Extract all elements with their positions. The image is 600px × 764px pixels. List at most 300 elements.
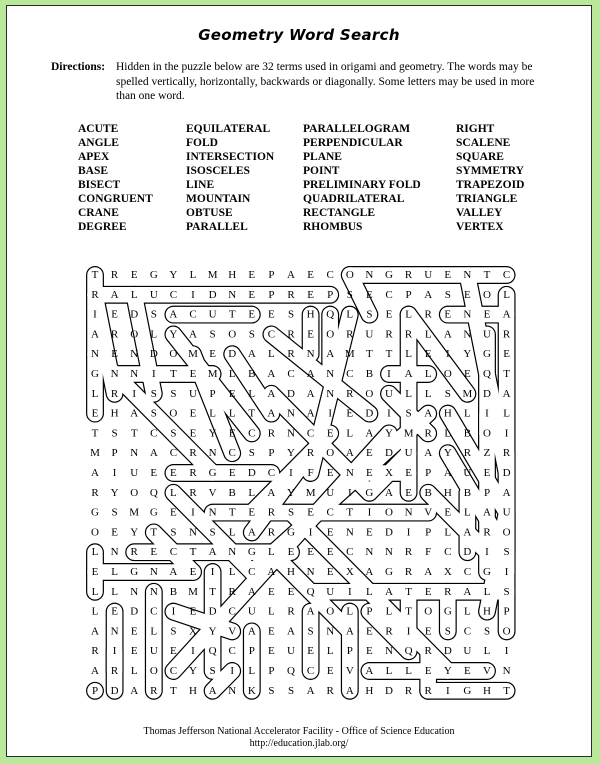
grid-letter: I [210, 566, 215, 578]
grid-letter: R [385, 625, 393, 638]
grid-letter: P [327, 288, 334, 301]
grid-letter: G [287, 526, 295, 539]
grid-letter: A [424, 566, 433, 578]
grid-letter: E [130, 625, 138, 638]
grid-letter: E [385, 308, 393, 321]
grid-letter: N [287, 427, 295, 440]
grid-letter: S [366, 308, 373, 321]
grid-letter: Y [110, 486, 119, 499]
grid-letter: S [150, 308, 157, 321]
grid-letter: N [306, 566, 315, 578]
grid-letter: L [464, 506, 471, 519]
grid-letter: C [267, 328, 276, 341]
grid-letter: X [345, 566, 354, 578]
grid-letter: P [405, 288, 412, 301]
grid-letter: I [485, 546, 489, 559]
grid-letter: I [151, 368, 156, 380]
grid-letter: T [385, 348, 393, 361]
grid-letter: O [502, 625, 511, 638]
grid-letter: E [346, 407, 354, 420]
grid-letter: O [483, 427, 491, 440]
word-list-item: PARALLEL [186, 221, 248, 233]
grid-letter: L [268, 348, 275, 361]
word-list-item: TRAPEZOID [456, 179, 525, 191]
word-list-item: PRELIMINARY FOLD [303, 179, 421, 191]
grid-letter: E [228, 387, 236, 400]
grid-letter: V [483, 665, 491, 677]
grid-letter: S [150, 407, 157, 420]
grid-letter: I [406, 625, 411, 638]
grid-letter: X [189, 625, 197, 638]
grid-letter: L [91, 387, 99, 400]
grid-letter: E [405, 486, 412, 499]
grid-letter: O [326, 328, 335, 341]
grid-letter: E [268, 645, 275, 658]
grid-letter: B [365, 368, 374, 380]
grid-letter: S [170, 526, 177, 539]
grid-letter: I [132, 387, 137, 400]
word-list-item: APEX [78, 151, 110, 163]
grid-letter: I [171, 605, 176, 618]
word-list-item: LINE [186, 179, 215, 191]
grid-letter: E [111, 308, 118, 321]
grid-letter: G [385, 566, 393, 578]
grid-letter: I [328, 407, 333, 420]
grid-letter: A [463, 585, 472, 598]
grid-letter: N [228, 546, 237, 559]
grid-letter: U [149, 645, 158, 658]
grid-letter: N [130, 447, 139, 460]
grid-letter: M [90, 447, 100, 460]
grid-letter: C [287, 368, 295, 380]
grid-letter: A [247, 585, 256, 598]
grid-letter: C [267, 467, 276, 479]
grid-letter: A [287, 625, 295, 638]
grid-letter: E [326, 467, 334, 479]
grid-letter: S [248, 447, 255, 460]
grid-letter: T [91, 427, 99, 440]
grid-letter: R [91, 645, 99, 658]
grid-letter: L [424, 368, 432, 380]
grid-letter: E [307, 506, 314, 519]
grid-letter: R [189, 447, 197, 460]
footer-url: http://education.jlab.org/ [249, 738, 349, 749]
grid-letter: D [385, 684, 393, 697]
grid-letter: L [385, 605, 393, 618]
grid-letter: C [150, 427, 158, 440]
grid-letter: E [91, 407, 99, 420]
grid-letter: G [385, 269, 393, 281]
grid-letter: E [287, 546, 295, 559]
grid-letter: E [150, 546, 158, 559]
grid-letter: D [228, 348, 237, 361]
grid-letter: S [503, 546, 510, 559]
grid-letter: R [385, 328, 393, 341]
grid-letter: S [170, 625, 177, 638]
grid-letter: D [385, 447, 393, 460]
grid-letter: Y [208, 625, 217, 638]
grid-letter: L [91, 605, 99, 618]
grid-letter: A [169, 308, 178, 321]
grid-letter: I [387, 368, 391, 380]
grid-letter: I [191, 288, 195, 301]
grid-letter: E [424, 625, 432, 638]
grid-letter: M [305, 486, 316, 499]
word-list-item: ACUTE [78, 123, 119, 135]
grid-letter: R [287, 328, 295, 341]
grid-letter: O [365, 387, 374, 400]
grid-letter: N [149, 585, 158, 598]
grid-letter: R [267, 506, 276, 519]
word-list-item: TRIANGLE [456, 193, 518, 205]
grid-letter: R [444, 585, 452, 598]
grid-letter: O [326, 447, 335, 460]
grid-letter: C [306, 427, 315, 440]
grid-letter: X [443, 566, 452, 578]
grid-letter: C [169, 546, 178, 559]
grid-letter: Q [326, 308, 335, 321]
grid-letter: G [365, 486, 374, 499]
grid-letter: R [463, 447, 472, 460]
grid-letter: I [112, 645, 117, 658]
grid-letter: N [110, 625, 119, 638]
grid-letter: R [404, 546, 413, 559]
grid-letter: N [130, 368, 139, 380]
grid-letter: G [130, 566, 139, 578]
grid-letter: C [189, 308, 197, 321]
grid-letter: S [287, 506, 295, 519]
word-list-item: ISOSCELES [186, 165, 250, 177]
grid-letter: H [228, 269, 237, 281]
grid-letter: C [502, 269, 511, 281]
grid-letter: E [111, 605, 118, 618]
grid-letter: I [387, 407, 391, 420]
grid-letter: D [483, 387, 491, 400]
grid-letter: R [326, 684, 334, 697]
grid-letter: A [345, 684, 354, 697]
grid-letter: I [504, 645, 509, 658]
grid-letter: E [111, 526, 118, 539]
grid-letter: H [287, 566, 295, 578]
grid-letter: U [463, 467, 472, 479]
grid-letter: N [365, 546, 374, 559]
grid-letter: E [366, 447, 373, 460]
grid-letter: P [483, 486, 491, 499]
grid-letter: Q [483, 368, 491, 380]
directions-label: Directions: [51, 61, 106, 73]
grid-letter: R [228, 585, 236, 598]
grid-letter: E [287, 585, 295, 598]
grid-letter: Y [189, 665, 197, 677]
grid-letter: M [207, 368, 218, 380]
grid-letter: C [326, 506, 334, 519]
grid-letter: R [110, 665, 119, 677]
grid-letter: M [403, 427, 414, 440]
grid-letter: T [209, 585, 216, 598]
grid-letter: N [326, 387, 335, 400]
grid-letter: U [463, 645, 472, 658]
grid-letter: N [110, 368, 119, 380]
grid-letter: E [424, 348, 432, 361]
grid-letter: Y [443, 447, 452, 460]
grid-letter: E [444, 506, 452, 519]
grid-letter: S [287, 684, 295, 697]
grid-letter: E [268, 308, 275, 321]
grid-letter: A [130, 407, 139, 420]
grid-letter: L [366, 585, 373, 598]
grid-letter: L [228, 526, 236, 539]
grid-letter: C [248, 566, 256, 578]
grid-letter: C [228, 447, 236, 460]
grid-letter: T [405, 585, 412, 598]
grid-letter: O [443, 368, 452, 380]
grid-letter: N [463, 269, 472, 281]
grid-letter: L [405, 348, 412, 361]
grid-letter: H [443, 407, 452, 420]
grid-letter: L [503, 407, 510, 420]
grid-letter: L [189, 269, 197, 281]
word-list-item: VERTEX [456, 221, 504, 233]
grid-letter: T [170, 684, 177, 697]
grid-letter: E [405, 467, 412, 479]
grid-letter: A [267, 486, 276, 499]
word-list-item: BASE [78, 165, 109, 177]
grid-letter: L [444, 526, 452, 539]
grid-letter: U [385, 387, 393, 400]
grid-letter: R [287, 348, 295, 361]
grid-letter: S [405, 407, 412, 420]
grid-letter: E [366, 526, 373, 539]
grid-letter: A [91, 328, 99, 341]
word-list-item: BISECT [78, 179, 121, 191]
grid-letter: L [385, 665, 393, 677]
grid-letter: D [502, 467, 511, 479]
word-list-item: QUADRILATERAL [303, 193, 405, 205]
grid-letter: R [287, 288, 295, 301]
grid-letter: E [326, 566, 334, 578]
grid-letter: R [110, 387, 119, 400]
grid-letter: A [365, 665, 374, 677]
grid-letter: A [130, 684, 139, 697]
grid-letter: E [189, 407, 197, 420]
grid-letter: D [287, 387, 295, 400]
grid-letter: A [424, 407, 433, 420]
grid-letter: P [268, 269, 275, 281]
grid-letter: B [248, 368, 256, 380]
grid-letter: B [463, 427, 472, 440]
grid-letter: E [189, 566, 197, 578]
grid-letter: U [149, 288, 158, 301]
grid-letter: E [483, 308, 491, 321]
grid-letter: T [366, 348, 373, 361]
grid-letter: A [247, 348, 256, 361]
grid-letter: Q [149, 486, 158, 499]
grid-letter: K [247, 684, 256, 697]
grid-letter: E [366, 467, 373, 479]
word-list-item: FOLD [186, 137, 218, 149]
grid-letter: L [248, 665, 256, 677]
grid-letter: A [443, 467, 452, 479]
grid-letter: R [91, 486, 99, 499]
word-list-item: OBTUSE [186, 207, 233, 219]
grid-letter: R [424, 308, 432, 321]
grid-letter: G [91, 506, 99, 519]
grid-letter: L [268, 546, 275, 559]
grid-letter: R [502, 447, 511, 460]
grid-letter: L [91, 546, 99, 559]
grid-letter: A [149, 447, 158, 460]
grid-letter: E [170, 467, 177, 479]
grid-letter: L [91, 585, 99, 598]
grid-letter: T [483, 269, 491, 281]
grid-letter: R [189, 467, 197, 479]
grid-letter: G [443, 605, 452, 618]
grid-letter: T [228, 506, 236, 519]
word-list-item: CRANE [78, 207, 119, 219]
grid-letter: U [483, 328, 491, 341]
grid-letter: H [189, 684, 197, 697]
directions-text: Hidden in the puzzle below are 32 terms used in origami and geometry. The words may be spelled vertically, horizontally, backwards or diagonally. Some letters may be used in more than one word. [116, 61, 535, 102]
grid-letter: Q [208, 645, 217, 658]
page-title: Geometry Word Search [198, 26, 400, 44]
grid-letter: E [366, 645, 373, 658]
grid-letter: I [485, 407, 489, 420]
grid-letter: E [464, 288, 471, 301]
grid-letter: V [345, 665, 354, 677]
grid-letter: I [308, 526, 313, 539]
grid-letter: Q [404, 645, 413, 658]
grid-letter: Q [287, 665, 295, 677]
grid-letter: Y [443, 665, 452, 677]
grid-letter: E [150, 467, 158, 479]
word-list-item: POINT [303, 165, 340, 177]
grid-letter: A [306, 605, 315, 618]
grid-letter: N [345, 467, 354, 479]
grid-letter: E [366, 625, 373, 638]
grid-letter: S [444, 625, 451, 638]
grid-letter: L [228, 407, 236, 420]
grid-letter: N [130, 348, 139, 361]
grid-letter: I [191, 506, 195, 519]
grid-letter: U [404, 447, 413, 460]
grid-letter: N [130, 585, 139, 598]
grid-letter: O [149, 665, 158, 677]
grid-letter: A [247, 625, 256, 638]
grid-letter: S [170, 387, 177, 400]
grid-letter: B [424, 486, 432, 499]
grid-letter: L [228, 368, 236, 380]
grid-letter: E [170, 506, 177, 519]
grid-letter: A [443, 328, 452, 341]
grid-letter: E [170, 645, 177, 658]
grid-letter: T [503, 684, 510, 697]
grid-letter: E [228, 467, 236, 479]
grid-letter: A [306, 684, 315, 697]
word-list-item: VALLEY [456, 207, 503, 219]
grid-letter: N [228, 288, 237, 301]
grid-letter: N [385, 645, 393, 658]
grid-letter: H [443, 486, 452, 499]
grid-letter: E [326, 665, 334, 677]
grid-letter: A [385, 585, 393, 598]
grid-letter: E [483, 467, 491, 479]
grid-letter: O [169, 348, 178, 361]
grid-letter: H [110, 407, 119, 420]
grid-letter: C [169, 665, 178, 677]
grid-letter: I [504, 427, 509, 440]
grid-letter: N [326, 368, 335, 380]
grid-letter: L [346, 427, 354, 440]
grid-letter: A [267, 387, 276, 400]
grid-letter: C [463, 566, 472, 578]
grid-letter: V [208, 486, 217, 499]
grid-letter: S [209, 526, 216, 539]
grid-letter: L [111, 566, 118, 578]
grid-letter: G [149, 506, 158, 519]
grid-letter: E [228, 427, 236, 440]
grid-letter: P [91, 684, 99, 697]
grid-letter: B [463, 486, 472, 499]
grid-letter: P [425, 526, 432, 539]
grid-letter: P [366, 605, 373, 618]
grid-letter: E [503, 348, 510, 361]
grid-letter: T [405, 605, 412, 618]
grid-letter: N [385, 546, 393, 559]
word-list-item: RECTANGLE [303, 207, 375, 219]
grid-letter: S [444, 288, 451, 301]
grid-letter: R [346, 387, 354, 400]
grid-letter: L [483, 645, 491, 658]
grid-letter: E [307, 546, 314, 559]
grid-letter: G [463, 684, 472, 697]
grid-letter: Y [130, 526, 139, 539]
grid-letter: M [207, 269, 218, 281]
grid-letter: M [188, 585, 198, 598]
grid-letter: E [307, 645, 314, 658]
grid-letter: A [483, 506, 491, 519]
grid-letter: E [248, 288, 256, 301]
grid-letter: E [189, 605, 197, 618]
word-list-item: SQUARE [456, 151, 504, 163]
grid-letter: O [326, 605, 335, 618]
grid-letter: L [464, 605, 471, 618]
grid-letter: E [464, 665, 471, 677]
word-list-item: SYMMETRY [456, 165, 524, 177]
grid-letter: C [150, 605, 158, 618]
grid-letter: T [150, 526, 158, 539]
grid-letter: N [463, 308, 472, 321]
grid-letter: I [445, 348, 450, 361]
grid-letter: T [248, 407, 256, 420]
grid-letter: A [365, 566, 374, 578]
grid-letter: E [326, 427, 334, 440]
grid-letter: T [503, 368, 510, 380]
grid-letter: N [287, 407, 295, 420]
grid-letter: I [191, 645, 195, 658]
grid-letter: H [483, 684, 491, 697]
grid-letter: B [169, 585, 178, 598]
word-list-item: CONGRUENT [78, 193, 153, 205]
grid-letter: X [385, 467, 393, 479]
grid-letter: N [365, 269, 374, 281]
grid-letter: E [91, 566, 99, 578]
grid-letter: C [346, 368, 354, 380]
grid-letter: U [326, 486, 335, 499]
grid-letter: L [326, 645, 334, 658]
grid-letter: A [385, 486, 393, 499]
grid-letter: L [405, 387, 412, 400]
grid-letter: L [346, 308, 354, 321]
